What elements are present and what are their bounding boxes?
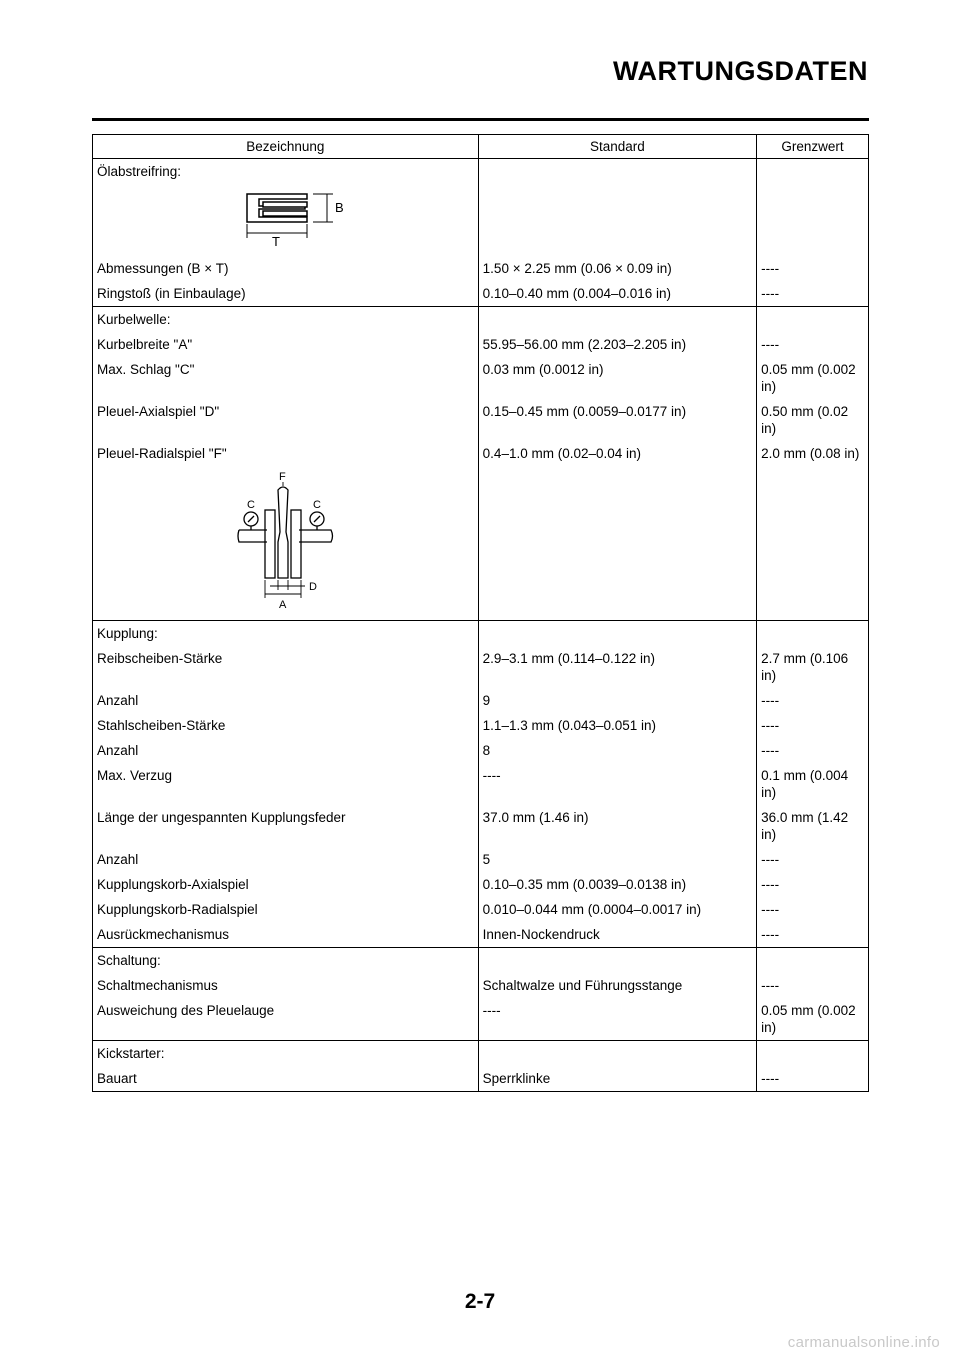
row-standard: ----	[478, 763, 756, 805]
row-label-text: Pleuel-Radialspiel "F"	[97, 446, 227, 461]
row-limit: ----	[757, 897, 869, 922]
row-standard: 9	[478, 688, 756, 713]
row-label-text: Ölabstreifring:	[97, 164, 182, 179]
row-label: Ringstoß (in Einbaulage)	[93, 281, 479, 307]
section-heading: Kurbelwelle:	[93, 307, 479, 333]
table-row	[93, 357, 869, 399]
row-standard	[478, 948, 756, 974]
table-row	[93, 281, 869, 307]
diagram-label-t: T	[272, 234, 280, 248]
row-standard: Innen-Nockendruck	[478, 922, 756, 948]
section-kickstarter	[93, 1041, 869, 1092]
table-row	[93, 738, 869, 763]
row-label: Max. Verzug	[93, 763, 479, 805]
row-limit	[757, 159, 869, 257]
row-label	[93, 441, 479, 621]
row-standard: 0.10–0.35 mm (0.0039–0.0138 in)	[478, 872, 756, 897]
diagram-label-c-right: C	[313, 499, 321, 511]
row-limit: 0.05 mm (0.002 in)	[757, 357, 869, 399]
diagram-label-f: F	[279, 472, 286, 483]
row-standard: 0.15–0.45 mm (0.0059–0.0177 in)	[478, 399, 756, 441]
table-row	[93, 948, 869, 974]
row-limit: ----	[757, 922, 869, 948]
row-limit: ----	[757, 281, 869, 307]
table-header	[93, 135, 869, 159]
table-row	[93, 646, 869, 688]
page-number: 2-7	[464, 1290, 496, 1313]
row-standard: 2.9–3.1 mm (0.114–0.122 in)	[478, 646, 756, 688]
table-row	[93, 159, 869, 257]
row-label: Anzahl	[93, 738, 479, 763]
row-label: Ausweichung des Pleuelauge	[93, 998, 479, 1041]
diagram-label-c-left: C	[247, 499, 255, 511]
row-limit: 36.0 mm (1.42 in)	[757, 805, 869, 847]
row-label: Schaltmechanismus	[93, 973, 479, 998]
column-header-standard: Standard	[478, 135, 756, 159]
diagram-label-a: A	[279, 599, 287, 611]
row-limit: ----	[757, 713, 869, 738]
row-limit: 2.7 mm (0.106 in)	[757, 646, 869, 688]
row-label: Pleuel-Axialspiel "D"	[93, 399, 479, 441]
table-row	[93, 621, 869, 647]
row-label: Länge der ungespannten Kupplungsfeder	[93, 805, 479, 847]
row-limit: 0.1 mm (0.004 in)	[757, 763, 869, 805]
row-label: Abmessungen (B × T)	[93, 256, 479, 281]
row-label	[93, 159, 479, 257]
row-standard	[478, 621, 756, 647]
table-row	[93, 256, 869, 281]
specifications-table	[92, 134, 869, 1092]
row-limit: ----	[757, 1066, 869, 1092]
section-heading: Kickstarter:	[93, 1041, 479, 1067]
row-standard: 1.1–1.3 mm (0.043–0.051 in)	[478, 713, 756, 738]
table-row	[93, 805, 869, 847]
row-standard	[478, 307, 756, 333]
section-kurbelwelle	[93, 307, 869, 621]
watermark: carmanualsonline.info	[787, 1334, 940, 1351]
row-standard: 0.10–0.40 mm (0.004–0.016 in)	[478, 281, 756, 307]
row-standard: 37.0 mm (1.46 in)	[478, 805, 756, 847]
column-header-grenzwert: Grenzwert	[757, 135, 869, 159]
row-standard: 1.50 × 2.25 mm (0.06 × 0.09 in)	[478, 256, 756, 281]
row-standard: 55.95–56.00 mm (2.203–2.205 in)	[478, 332, 756, 357]
diagram-label-d: D	[309, 581, 317, 593]
row-label: Anzahl	[93, 688, 479, 713]
row-standard: 0.4–1.0 mm (0.02–0.04 in)	[478, 441, 756, 621]
row-limit	[757, 307, 869, 333]
row-limit: ----	[757, 872, 869, 897]
row-limit: ----	[757, 332, 869, 357]
row-limit: ----	[757, 688, 869, 713]
row-limit	[757, 621, 869, 647]
row-label: Kupplungskorb-Axialspiel	[93, 872, 479, 897]
section-oelabstreifring	[93, 159, 869, 307]
row-limit: ----	[757, 847, 869, 872]
table-row	[93, 763, 869, 805]
row-label: Kupplungskorb-Radialspiel	[93, 897, 479, 922]
column-header-bezeichnung: Bezeichnung	[93, 135, 479, 159]
row-label: Stahlscheiben-Stärke	[93, 713, 479, 738]
table-row	[93, 399, 869, 441]
row-standard: 5	[478, 847, 756, 872]
table-row	[93, 922, 869, 948]
row-limit	[757, 1041, 869, 1067]
oil-ring-diagram	[237, 186, 377, 248]
row-label: Kurbelbreite "A"	[93, 332, 479, 357]
row-standard: ----	[478, 998, 756, 1041]
row-standard	[478, 159, 756, 257]
row-standard: 0.03 mm (0.0012 in)	[478, 357, 756, 399]
row-standard: Sperrklinke	[478, 1066, 756, 1092]
table-row	[93, 307, 869, 333]
table-row	[93, 847, 869, 872]
page-title: WARTUNGSDATEN	[613, 56, 868, 86]
table-row	[93, 1041, 869, 1067]
table-row	[93, 332, 869, 357]
row-label: Max. Schlag "C"	[93, 357, 479, 399]
row-limit	[757, 948, 869, 974]
row-limit: ----	[757, 256, 869, 281]
table-row	[93, 1066, 869, 1092]
row-label: Bauart	[93, 1066, 479, 1092]
row-limit: ----	[757, 973, 869, 998]
row-limit: ----	[757, 738, 869, 763]
crankshaft-diagram	[237, 472, 347, 612]
table-row	[93, 998, 869, 1041]
section-kupplung	[93, 621, 869, 948]
row-standard: Schaltwalze und Führungsstange	[478, 973, 756, 998]
row-standard: 8	[478, 738, 756, 763]
row-label: Anzahl	[93, 847, 479, 872]
table-row	[93, 897, 869, 922]
table-row	[93, 688, 869, 713]
section-heading: Schaltung:	[93, 948, 479, 974]
table-row	[93, 872, 869, 897]
table-row	[93, 713, 869, 738]
table-row	[93, 973, 869, 998]
diagram-label-b: B	[335, 200, 344, 215]
row-limit: 0.05 mm (0.002 in)	[757, 998, 869, 1041]
table-row	[93, 441, 869, 621]
row-standard	[478, 1041, 756, 1067]
section-schaltung	[93, 948, 869, 1041]
row-standard: 0.010–0.044 mm (0.0004–0.0017 in)	[478, 897, 756, 922]
row-limit: 2.0 mm (0.08 in)	[757, 441, 869, 621]
row-limit: 0.50 mm (0.02 in)	[757, 399, 869, 441]
row-label: Reibscheiben-Stärke	[93, 646, 479, 688]
title-divider	[92, 118, 869, 121]
row-label: Ausrückmechanismus	[93, 922, 479, 948]
section-heading: Kupplung:	[93, 621, 479, 647]
